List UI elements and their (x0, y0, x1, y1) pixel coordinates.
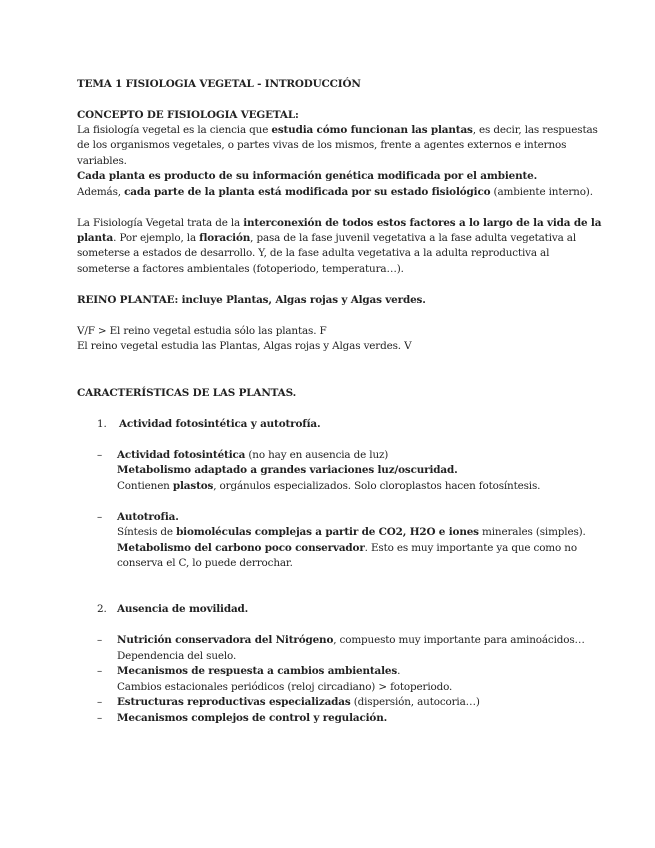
text-span: minerales (simples). (478, 526, 586, 538)
list-item (117, 695, 480, 709)
list-item-title: Ausencia de movilidad. (117, 603, 249, 615)
list-item-line: Cambios estacionales periódicos (reloj circadiano) > fotoperiodo. (117, 681, 453, 693)
list-number: 2. (97, 603, 107, 615)
text-span: La fisiología vegetal es la ciencia que (77, 124, 272, 136)
dash-bullet: – (97, 511, 103, 523)
text-span: (no hay en ausencia de luz) (245, 449, 389, 461)
concepto-statement: Cada planta es producto de su información genética modificada por el ambiente. (77, 170, 538, 182)
bold-text: interconexión de todos estos factores a lo largo de la vida de la (243, 217, 602, 229)
text-span: Además, (77, 186, 125, 198)
text-span: . Esto es muy importante ya que como no (364, 542, 577, 554)
list-item (117, 448, 388, 462)
dash-bullet: – (97, 634, 103, 646)
list-item-line (117, 541, 577, 555)
concepto-heading: CONCEPTO DE FISIOLOGIA VEGETAL: (77, 109, 299, 121)
bold-text: plastos (172, 480, 214, 492)
list-item: Mecanismos complejos de control y regulación. (117, 712, 388, 724)
concepto-paragraph-line: de los organismos vegetales, o partes vivas de los mismos, frente a agentes externos e internos (77, 139, 567, 151)
list-item-line (117, 525, 586, 539)
text-span: (ambiente interno). (490, 186, 593, 198)
concepto-paragraph-line: variables. (77, 155, 127, 167)
fisiologia-paragraph-line (77, 231, 576, 245)
fisiologia-paragraph-line: someterse a factores ambientales (fotoperiodo, temperatura…). (77, 263, 404, 275)
bold-text: planta (77, 232, 114, 244)
fisiologia-paragraph-line: someterse a estados de desarrollo. Y, de la fase adulta vegetativa a la adulta reproductiva al (77, 247, 550, 259)
concepto-statement (77, 185, 593, 199)
bold-text: estudia cómo funcionan las plantas (271, 124, 473, 136)
list-item-line: Dependencia del suelo. (117, 650, 237, 662)
bold-text: cada parte de la planta está modificada por su estado fisiológico (124, 186, 491, 198)
text-span: , orgánulos especializados. Solo cloroplastos hacen fotosíntesis. (213, 480, 541, 492)
text-span: , es decir, las respuestas (472, 124, 598, 136)
bold-text: Estructuras reproductivas especializadas (117, 696, 351, 708)
list-number: 1. (97, 418, 107, 430)
list-item-line (117, 479, 540, 493)
text-span: Contienen (117, 480, 173, 492)
text-span: , pasa de la fase juvenil vegetativa a la fase adulta vegetativa al (250, 232, 577, 244)
text-span: La Fisiología Vegetal trata de la (77, 217, 244, 229)
page-title: TEMA 1 FISIOLOGIA VEGETAL - INTRODUCCIÓN (77, 78, 361, 90)
text-span: (dispersión, autocoria…) (350, 696, 480, 708)
caracteristicas-heading: CARACTERÍSTICAS DE LAS PLANTAS. (77, 387, 297, 399)
list-item-title: Actividad fotosintética y autotrofía. (119, 418, 321, 430)
vf-line: V/F > El reino vegetal estudia sólo las plantas. F (77, 325, 327, 337)
bold-text: floración (199, 232, 251, 244)
text-span: . Por ejemplo, la (113, 232, 200, 244)
list-item-line: Metabolismo adaptado a grandes variaciones luz/oscuridad. (117, 464, 458, 476)
text-span: . (397, 665, 401, 677)
list-item: Autotrofia. (117, 511, 179, 523)
concepto-paragraph-line (77, 123, 598, 137)
dash-bullet: – (97, 449, 103, 461)
reino-plantae-heading: REINO PLANTAE: incluye Plantas, Algas rojas y Algas verdes. (77, 294, 426, 306)
bold-text: Nutrición conservadora del Nitrógeno (117, 634, 334, 646)
dash-bullet: – (97, 665, 103, 677)
bold-text: biomoléculas complejas a partir de CO2, H2O e iones (176, 526, 479, 538)
list-item (117, 633, 585, 647)
dash-bullet: – (97, 696, 103, 708)
fisiologia-paragraph-line (77, 216, 601, 230)
text-span: Síntesis de (117, 526, 177, 538)
text-span: , compuesto muy importante para aminoácidos… (333, 634, 585, 646)
bold-text: Actividad fotosintética (117, 449, 246, 461)
list-item-line: conserva el C, lo puede derrochar. (117, 557, 293, 569)
dash-bullet: – (97, 712, 103, 724)
list-item (117, 664, 400, 678)
bold-text: Metabolismo del carbono poco conservador (117, 542, 365, 554)
vf-line: El reino vegetal estudia las Plantas, Algas rojas y Algas verdes. V (77, 340, 412, 352)
bold-text: Mecanismos de respuesta a cambios ambientales (117, 665, 398, 677)
